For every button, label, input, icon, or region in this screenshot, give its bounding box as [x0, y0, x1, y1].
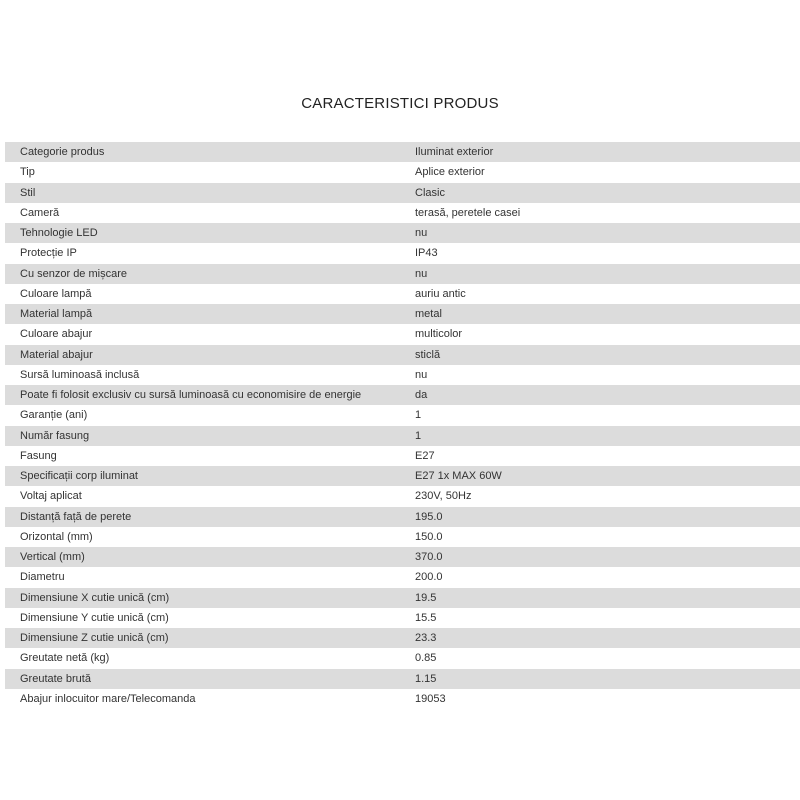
spec-value: metal [400, 304, 800, 324]
spec-value: multicolor [400, 324, 800, 344]
spec-value: 19.5 [400, 588, 800, 608]
spec-value: 370.0 [400, 547, 800, 567]
spec-row [5, 507, 800, 527]
spec-label: Fasung [5, 446, 400, 466]
spec-value: 195.0 [400, 507, 800, 527]
spec-row [5, 446, 800, 466]
spec-label: Abajur inlocuitor mare/Telecomanda [5, 689, 400, 709]
spec-label: Diametru [5, 567, 400, 587]
spec-label: Dimensiune Z cutie unică (cm) [5, 628, 400, 648]
spec-value: E27 [400, 446, 800, 466]
spec-label: Protecție IP [5, 243, 400, 263]
spec-row [5, 304, 800, 324]
spec-label: Cameră [5, 203, 400, 223]
spec-value: nu [400, 365, 800, 385]
spec-value: Iluminat exterior [400, 142, 800, 162]
spec-label: Specificații corp iluminat [5, 466, 400, 486]
spec-label: Greutate brută [5, 669, 400, 689]
spec-row [5, 385, 800, 405]
spec-label: Sursă luminoasă inclusă [5, 365, 400, 385]
spec-row [5, 284, 800, 304]
spec-label: Culoare abajur [5, 324, 400, 344]
spec-row [5, 567, 800, 587]
spec-row [5, 223, 800, 243]
spec-label: Material lampă [5, 304, 400, 324]
spec-value: 1 [400, 426, 800, 446]
spec-row [5, 243, 800, 263]
spec-row [5, 203, 800, 223]
spec-row [5, 183, 800, 203]
spec-row [5, 527, 800, 547]
spec-label: Tip [5, 162, 400, 182]
spec-value: nu [400, 264, 800, 284]
spec-label: Culoare lampă [5, 284, 400, 304]
spec-value: 0.85 [400, 648, 800, 668]
spec-label: Categorie produs [5, 142, 400, 162]
spec-value: Aplice exterior [400, 162, 800, 182]
spec-label: Greutate netă (kg) [5, 648, 400, 668]
specifications-table-body [5, 142, 800, 709]
spec-row [5, 142, 800, 162]
spec-value: terasă, peretele casei [400, 203, 800, 223]
spec-value: 19053 [400, 689, 800, 709]
spec-label: Vertical (mm) [5, 547, 400, 567]
spec-row [5, 547, 800, 567]
spec-value: 1 [400, 405, 800, 425]
spec-value: 150.0 [400, 527, 800, 547]
spec-row [5, 648, 800, 668]
spec-row [5, 405, 800, 425]
spec-row [5, 466, 800, 486]
spec-value: E27 1x MAX 60W [400, 466, 800, 486]
spec-label: Orizontal (mm) [5, 527, 400, 547]
spec-row [5, 162, 800, 182]
spec-row [5, 588, 800, 608]
spec-value: nu [400, 223, 800, 243]
spec-value: 1.15 [400, 669, 800, 689]
spec-value: 23.3 [400, 628, 800, 648]
spec-row [5, 365, 800, 385]
spec-row [5, 264, 800, 284]
spec-value: 15.5 [400, 608, 800, 628]
spec-label: Voltaj aplicat [5, 486, 400, 506]
spec-label: Distanță față de perete [5, 507, 400, 527]
spec-value: Clasic [400, 183, 800, 203]
spec-label: Dimensiune Y cutie unică (cm) [5, 608, 400, 628]
spec-label: Dimensiune X cutie unică (cm) [5, 588, 400, 608]
spec-label: Cu senzor de mișcare [5, 264, 400, 284]
spec-value: sticlă [400, 345, 800, 365]
spec-label: Tehnologie LED [5, 223, 400, 243]
spec-value: 230V, 50Hz [400, 486, 800, 506]
spec-value: 200.0 [400, 567, 800, 587]
spec-label: Număr fasung [5, 426, 400, 446]
spec-row [5, 324, 800, 344]
spec-label: Stil [5, 183, 400, 203]
spec-value: auriu antic [400, 284, 800, 304]
spec-label: Material abajur [5, 345, 400, 365]
spec-row [5, 345, 800, 365]
spec-row [5, 426, 800, 446]
spec-row [5, 689, 800, 709]
spec-value: IP43 [400, 243, 800, 263]
spec-label: Garanție (ani) [5, 405, 400, 425]
spec-label: Poate fi folosit exclusiv cu sursă luminoasă cu economisire de energie [5, 385, 400, 405]
spec-row [5, 628, 800, 648]
spec-row [5, 608, 800, 628]
specifications-table [5, 142, 800, 709]
spec-row [5, 669, 800, 689]
spec-row [5, 486, 800, 506]
section-title: CARACTERISTICI PRODUS [301, 95, 499, 112]
spec-value: da [400, 385, 800, 405]
